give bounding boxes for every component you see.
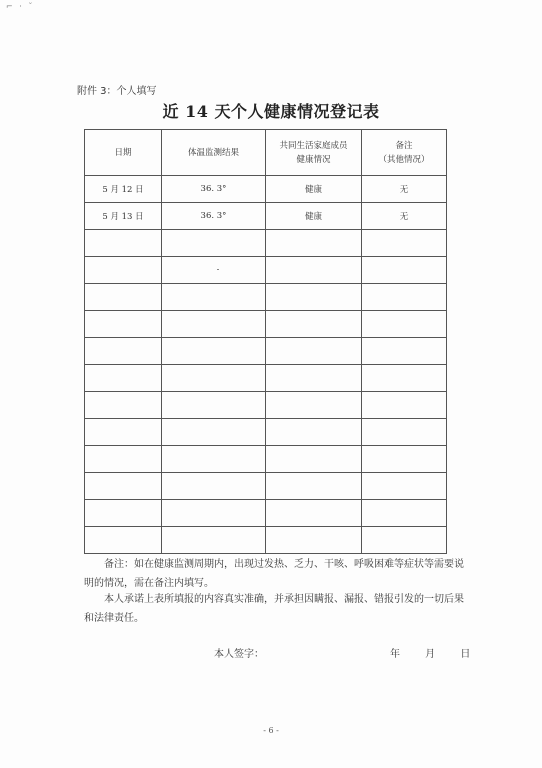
remarks-cell[interactable]	[362, 500, 447, 527]
table-row	[85, 176, 447, 203]
family-health-cell[interactable]	[266, 500, 362, 527]
temperature-cell[interactable]	[162, 527, 266, 554]
page-number: - 6 -	[263, 726, 279, 735]
table-row	[85, 527, 447, 554]
date-cell[interactable]	[85, 230, 162, 257]
temperature-cell[interactable]	[162, 257, 266, 284]
temperature-cell[interactable]	[162, 311, 266, 338]
family-health-cell[interactable]	[266, 311, 362, 338]
family-health-cell[interactable]	[266, 392, 362, 419]
temperature-cell[interactable]	[162, 500, 266, 527]
family-health-cell[interactable]	[266, 284, 362, 311]
remarks-cell[interactable]	[362, 419, 447, 446]
column-header-temperature: 体温监测结果	[162, 130, 266, 176]
date-cell[interactable]	[85, 284, 162, 311]
column-header-date: 日期	[85, 130, 162, 176]
page-title: 近 14 天个人健康情况登记表	[162, 102, 380, 121]
date-cell[interactable]	[85, 500, 162, 527]
remarks-cell[interactable]	[362, 284, 447, 311]
table-row	[85, 257, 447, 284]
table-row	[85, 500, 447, 527]
temperature-cell[interactable]	[162, 446, 266, 473]
table-body	[85, 176, 447, 554]
temperature-cell[interactable]	[162, 338, 266, 365]
table-row	[85, 419, 447, 446]
column-header-family-health: 共同生活家庭成员 健康情况	[266, 130, 362, 176]
signature-date: 年 月 日	[390, 649, 471, 660]
date-cell[interactable]	[85, 473, 162, 500]
table-row	[85, 311, 447, 338]
family-health-cell[interactable]	[266, 446, 362, 473]
temperature-cell[interactable]	[162, 230, 266, 257]
family-health-cell[interactable]: 健康	[266, 203, 362, 230]
family-health-cell[interactable]: 健康	[266, 176, 362, 203]
date-cell[interactable]	[85, 257, 162, 284]
remarks-cell[interactable]: 无	[362, 176, 447, 203]
table-row	[85, 203, 447, 230]
date-cell[interactable]	[85, 365, 162, 392]
temperature-cell[interactable]: 36. 3°	[162, 203, 266, 230]
table-row	[85, 446, 447, 473]
date-cell[interactable]	[85, 392, 162, 419]
family-health-cell[interactable]	[266, 419, 362, 446]
date-cell[interactable]	[85, 338, 162, 365]
remark-text: 备注：如在健康监测周期内，出现过发热、乏力、干咳、呼吸困难等症状等需要说明的情况，需在备注内填写。	[84, 559, 464, 589]
date-cell[interactable]: 5 月 13 日	[85, 203, 162, 230]
table-row	[85, 230, 447, 257]
remarks-cell[interactable]	[362, 365, 447, 392]
signature-label: 本人签字：	[214, 649, 264, 660]
table-row	[85, 365, 447, 392]
remark-note	[84, 555, 464, 593]
temperature-cell[interactable]	[162, 419, 266, 446]
remarks-cell[interactable]	[362, 338, 447, 365]
remarks-cell[interactable]	[362, 446, 447, 473]
remarks-cell[interactable]	[362, 230, 447, 257]
table-row	[85, 338, 447, 365]
scan-artifact: ⌐ · ˘	[6, 2, 35, 11]
date-cell[interactable]	[85, 311, 162, 338]
family-health-cell[interactable]	[266, 365, 362, 392]
commitment-note	[84, 590, 464, 628]
remarks-cell[interactable]	[362, 392, 447, 419]
commitment-text: 本人承诺上表所填报的内容真实准确，并承担因瞒报、漏报、错报引发的一切后果和法律责任。	[84, 594, 464, 624]
column-header-remarks: 备注 （其他情况）	[362, 130, 447, 176]
date-cell[interactable]	[85, 527, 162, 554]
remarks-cell[interactable]	[362, 311, 447, 338]
health-registration-table	[84, 129, 447, 554]
table-row	[85, 473, 447, 500]
date-cell[interactable]	[85, 419, 162, 446]
attachment-label: 附件 3：个人填写	[77, 86, 157, 97]
date-cell[interactable]	[85, 446, 162, 473]
remarks-cell[interactable]	[362, 527, 447, 554]
table-header-row	[85, 130, 447, 176]
family-health-cell[interactable]	[266, 230, 362, 257]
table-row	[85, 392, 447, 419]
temperature-cell[interactable]	[162, 365, 266, 392]
family-health-cell[interactable]	[266, 338, 362, 365]
temperature-cell[interactable]	[162, 284, 266, 311]
remarks-cell[interactable]	[362, 257, 447, 284]
family-health-cell[interactable]	[266, 473, 362, 500]
scan-speck	[217, 269, 219, 270]
temperature-cell[interactable]	[162, 473, 266, 500]
family-health-cell[interactable]	[266, 527, 362, 554]
temperature-cell[interactable]: 36. 3°	[162, 176, 266, 203]
temperature-cell[interactable]	[162, 392, 266, 419]
table-row	[85, 284, 447, 311]
remarks-cell[interactable]: 无	[362, 203, 447, 230]
family-health-cell[interactable]	[266, 257, 362, 284]
remarks-cell[interactable]	[362, 473, 447, 500]
date-cell[interactable]: 5 月 12 日	[85, 176, 162, 203]
